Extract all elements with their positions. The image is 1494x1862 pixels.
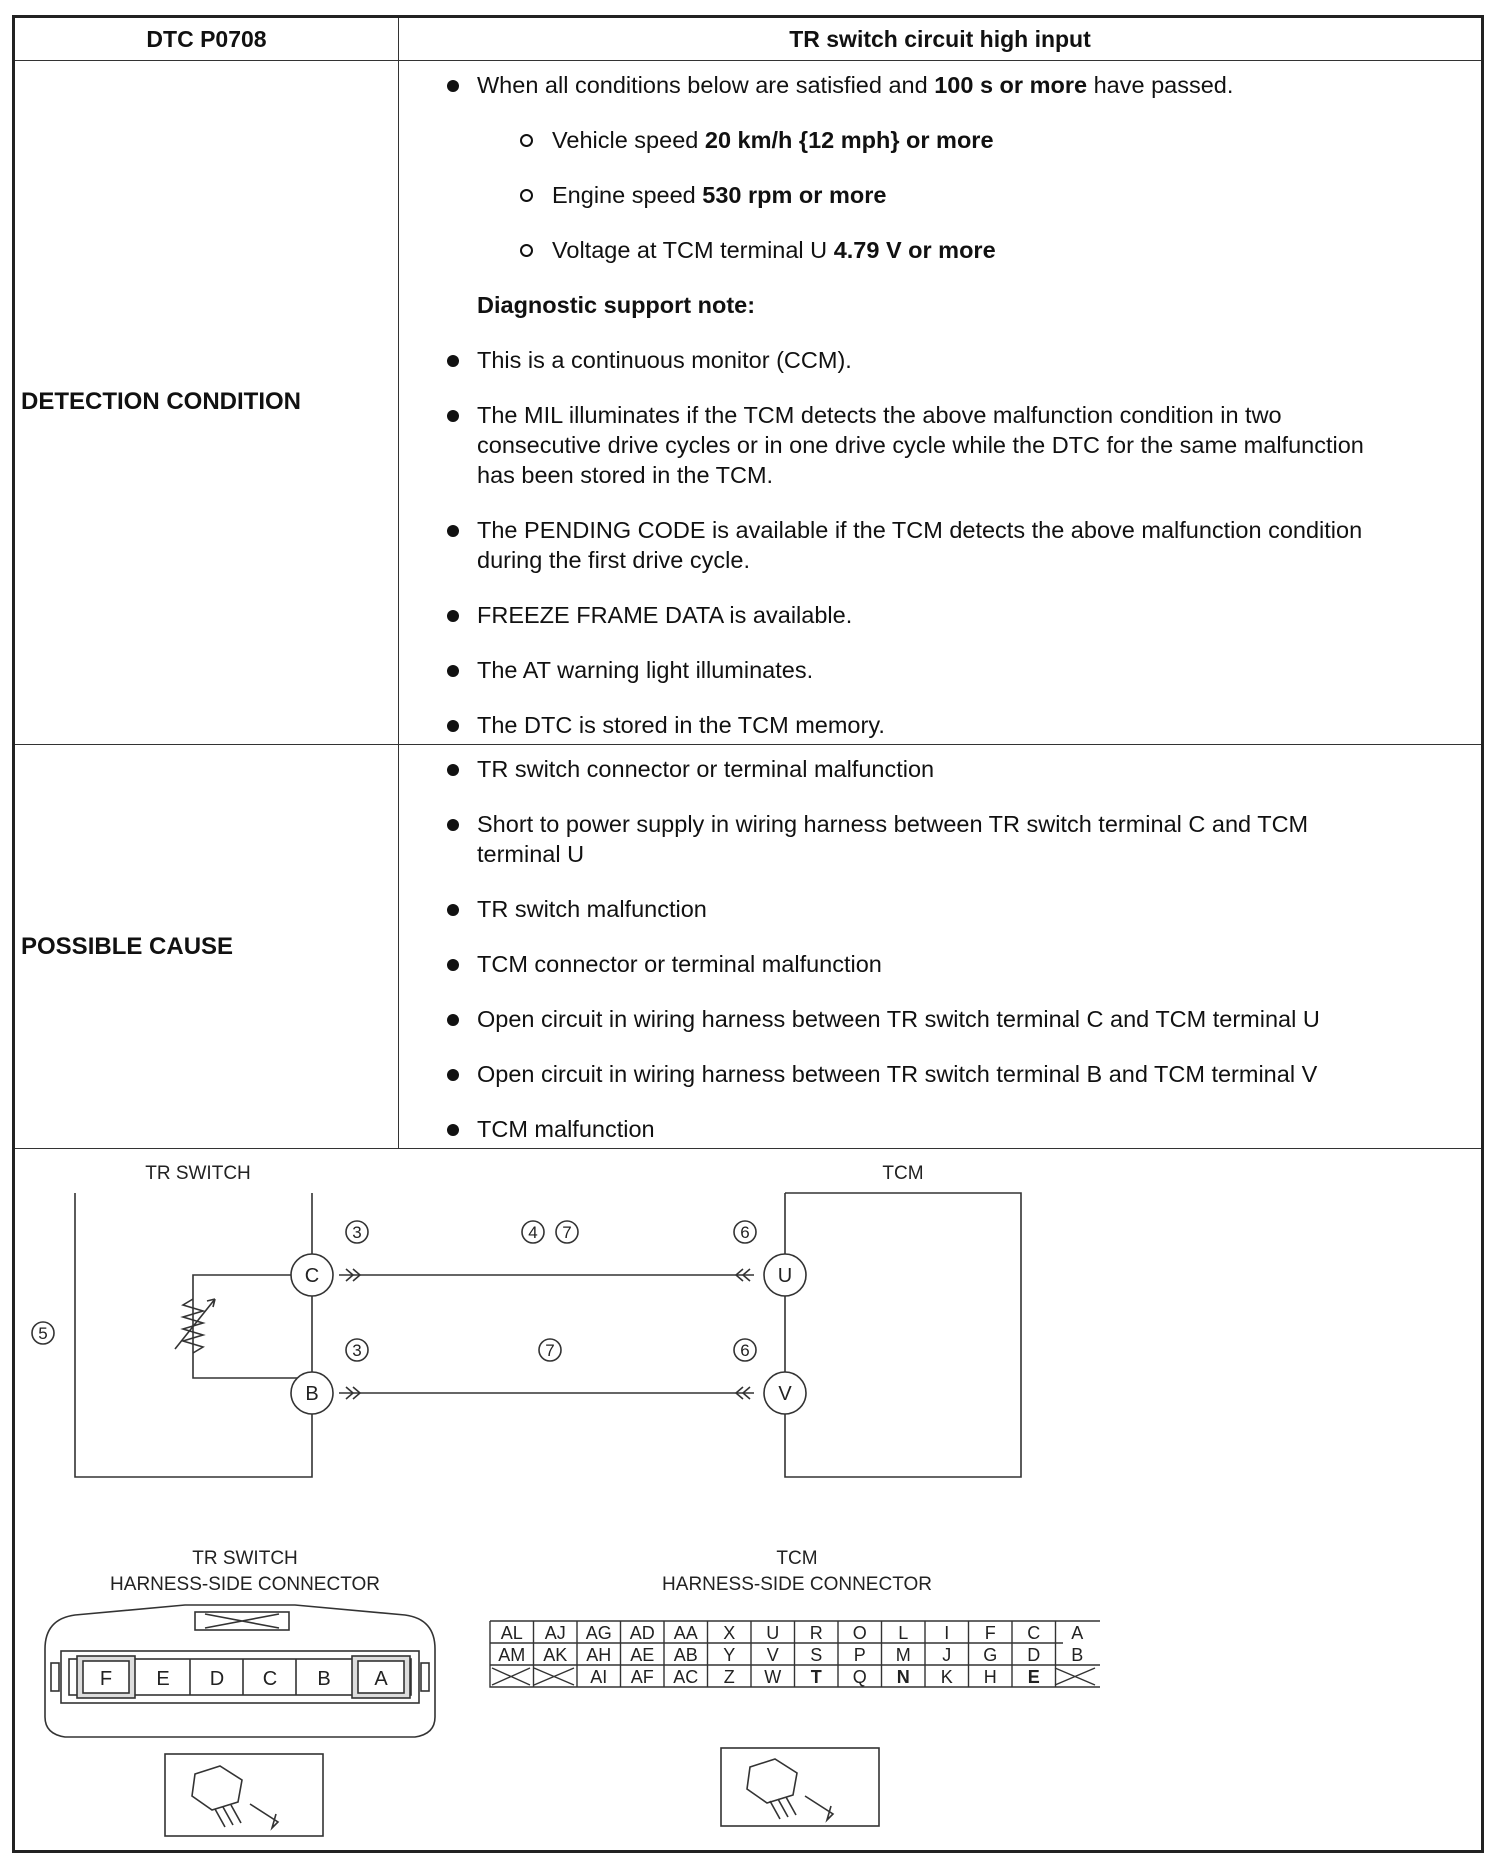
tcm-pin: G xyxy=(983,1645,998,1665)
note-ccm: This is a continuous monitor (CCM). xyxy=(477,347,852,373)
tcm-pin: AG xyxy=(585,1623,612,1643)
tcm-pin: J xyxy=(942,1645,952,1665)
tcm-pin: AM xyxy=(498,1645,526,1665)
cause-item: TCM connector or terminal malfunction xyxy=(477,951,882,977)
tr-pin: F xyxy=(99,1668,113,1690)
bullet-icon xyxy=(447,764,459,776)
tcm-pin: Y xyxy=(723,1645,736,1665)
tcm-pin: K xyxy=(940,1667,953,1687)
tr-conn-title: TR SWITCH xyxy=(192,1548,298,1569)
note-mil-1: The MIL illuminates if the TCM detects the above malfunction condition in two xyxy=(477,402,1282,428)
note-mil-3: has been stored in the TCM. xyxy=(477,462,774,488)
bullet-icon xyxy=(447,959,459,971)
tcm-pin: AI xyxy=(590,1667,608,1687)
tcm-pin: AE xyxy=(630,1645,655,1665)
tcm-pin: B xyxy=(1071,1645,1084,1665)
tcm-pin: Q xyxy=(852,1667,867,1687)
detection-main: When all conditions below are satisfied and 100 s or more have passed. xyxy=(477,72,1234,98)
tcm-pin: F xyxy=(984,1623,996,1643)
connector-probe-icon xyxy=(165,1754,323,1836)
tcm-pin: N xyxy=(896,1667,910,1687)
cause-item: terminal U xyxy=(477,841,585,867)
tcm-pin: AL xyxy=(500,1623,523,1643)
tcm-pin: L xyxy=(898,1623,909,1643)
tr-pin: B xyxy=(317,1668,331,1690)
cause-item: TCM malfunction xyxy=(477,1116,655,1142)
terminal-c-label: C xyxy=(304,1265,320,1287)
bullet-icon xyxy=(447,720,459,732)
tcm-pin: AH xyxy=(586,1645,612,1665)
tcm-pin: V xyxy=(766,1645,779,1665)
circle-bullet-icon xyxy=(520,244,533,257)
tr-conn-subtitle: HARNESS-SIDE CONNECTOR xyxy=(110,1574,380,1595)
tcm-pin: AC xyxy=(673,1667,699,1687)
tcm-pin: S xyxy=(810,1645,823,1665)
terminal-u-label: U xyxy=(777,1265,793,1287)
note-pending-1: The PENDING CODE is available if the TCM detects the above malfunction condition xyxy=(477,517,1363,543)
callout-4: 4 xyxy=(528,1223,538,1242)
condition-voltage: Voltage at TCM terminal U 4.79 V or more xyxy=(552,237,996,263)
tcm-pin: Z xyxy=(723,1667,735,1687)
header-divider xyxy=(15,60,1481,61)
tr-pin: E xyxy=(156,1668,170,1690)
tcm-pin: AF xyxy=(630,1667,654,1687)
tcm-pin: AK xyxy=(543,1645,568,1665)
note-title: Diagnostic support note: xyxy=(477,292,756,318)
tcm-pin: AB xyxy=(673,1645,698,1665)
tcm-pin: O xyxy=(852,1623,867,1643)
tcm-pin: X xyxy=(723,1623,736,1643)
circle-bullet-icon xyxy=(520,189,533,202)
tcm-title: TCM xyxy=(882,1163,924,1184)
bullet-icon xyxy=(447,904,459,916)
tr-pin: D xyxy=(209,1668,225,1690)
bullet-icon xyxy=(447,80,459,92)
blank-pin-icon xyxy=(492,1668,530,1685)
bullet-icon xyxy=(447,355,459,367)
tcm-pin: I xyxy=(944,1623,950,1643)
note-mil-2: consecutive drive cycles or in one drive cycle while the DTC for the same malfunction xyxy=(477,432,1364,458)
cause-item: TR switch connector or terminal malfunction xyxy=(477,756,935,782)
bullet-icon xyxy=(447,1069,459,1081)
tcm-pin: A xyxy=(1071,1623,1084,1643)
detection-label: DETECTION CONDITION xyxy=(21,388,301,415)
note-freeze: FREEZE FRAME DATA is available. xyxy=(477,602,853,628)
bullet-icon xyxy=(447,1124,459,1136)
bullet-icon xyxy=(447,410,459,422)
tcm-pin: R xyxy=(809,1623,823,1643)
bullet-icon xyxy=(447,665,459,677)
tr-pin: C xyxy=(262,1668,278,1690)
tr-switch-title: TR SWITCH xyxy=(145,1163,251,1184)
callout-5: 5 xyxy=(38,1324,48,1343)
tr-pin: A xyxy=(374,1668,388,1690)
note-warning: The AT warning light illuminates. xyxy=(477,657,814,683)
tcm-pin: H xyxy=(983,1667,997,1687)
tcm-pin: D xyxy=(1027,1645,1041,1665)
tcm-conn-title: TCM xyxy=(776,1548,818,1569)
note-pending-2: during the first drive cycle. xyxy=(477,547,750,573)
callout-7: 7 xyxy=(562,1223,572,1242)
tcm-pin: E xyxy=(1027,1667,1040,1687)
column-divider xyxy=(398,18,399,1148)
bullet-icon xyxy=(447,1014,459,1026)
terminal-b-label: B xyxy=(305,1383,319,1405)
blank-pin-icon xyxy=(534,1668,574,1685)
tcm-pin: AD xyxy=(629,1623,655,1643)
circle-bullet-icon xyxy=(520,134,533,147)
tcm-pin: P xyxy=(853,1645,866,1665)
tcm-pin: T xyxy=(810,1667,822,1687)
note-memory: The DTC is stored in the TCM memory. xyxy=(477,712,885,738)
callout-6: 6 xyxy=(740,1223,750,1242)
bullet-icon xyxy=(447,610,459,622)
tcm-conn-subtitle: HARNESS-SIDE CONNECTOR xyxy=(662,1574,932,1595)
callout-6: 6 xyxy=(740,1341,750,1360)
cause-item: Short to power supply in wiring harness between TR switch terminal C and TCM xyxy=(477,811,1309,837)
cause-item: TR switch malfunction xyxy=(477,896,707,922)
tcm-pin: C xyxy=(1027,1623,1041,1643)
dtc-title: TR switch circuit high input xyxy=(789,26,1091,52)
connector-probe-icon xyxy=(721,1748,879,1826)
tcm-pin: W xyxy=(764,1667,782,1687)
callout-7: 7 xyxy=(545,1341,555,1360)
row-divider-1 xyxy=(15,744,1481,745)
terminal-v-label: V xyxy=(778,1383,792,1405)
tcm-pin: U xyxy=(766,1623,780,1643)
procedure-table xyxy=(12,15,1484,1853)
cause-item: Open circuit in wiring harness between TR switch terminal C and TCM terminal U xyxy=(477,1006,1320,1032)
tcm-pin: AA xyxy=(673,1623,698,1643)
condition-engine: Engine speed 530 rpm or more xyxy=(552,182,887,208)
callout-3: 3 xyxy=(352,1223,362,1242)
bullet-icon xyxy=(447,525,459,537)
cause-label: POSSIBLE CAUSE xyxy=(21,933,234,960)
blank-pin-icon xyxy=(1055,1668,1095,1685)
cause-item: Open circuit in wiring harness between TR switch terminal B and TCM terminal V xyxy=(477,1061,1318,1087)
callout-3: 3 xyxy=(352,1341,362,1360)
dtc-code: DTC P0708 xyxy=(146,26,267,52)
wiring-diagram xyxy=(15,1149,1481,1850)
tcm-outline xyxy=(785,1193,1021,1477)
condition-speed: Vehicle speed 20 km/h {12 mph} or more xyxy=(552,127,994,153)
tcm-pin: AJ xyxy=(544,1623,566,1643)
bullet-icon xyxy=(447,819,459,831)
tcm-pin: M xyxy=(895,1645,911,1665)
